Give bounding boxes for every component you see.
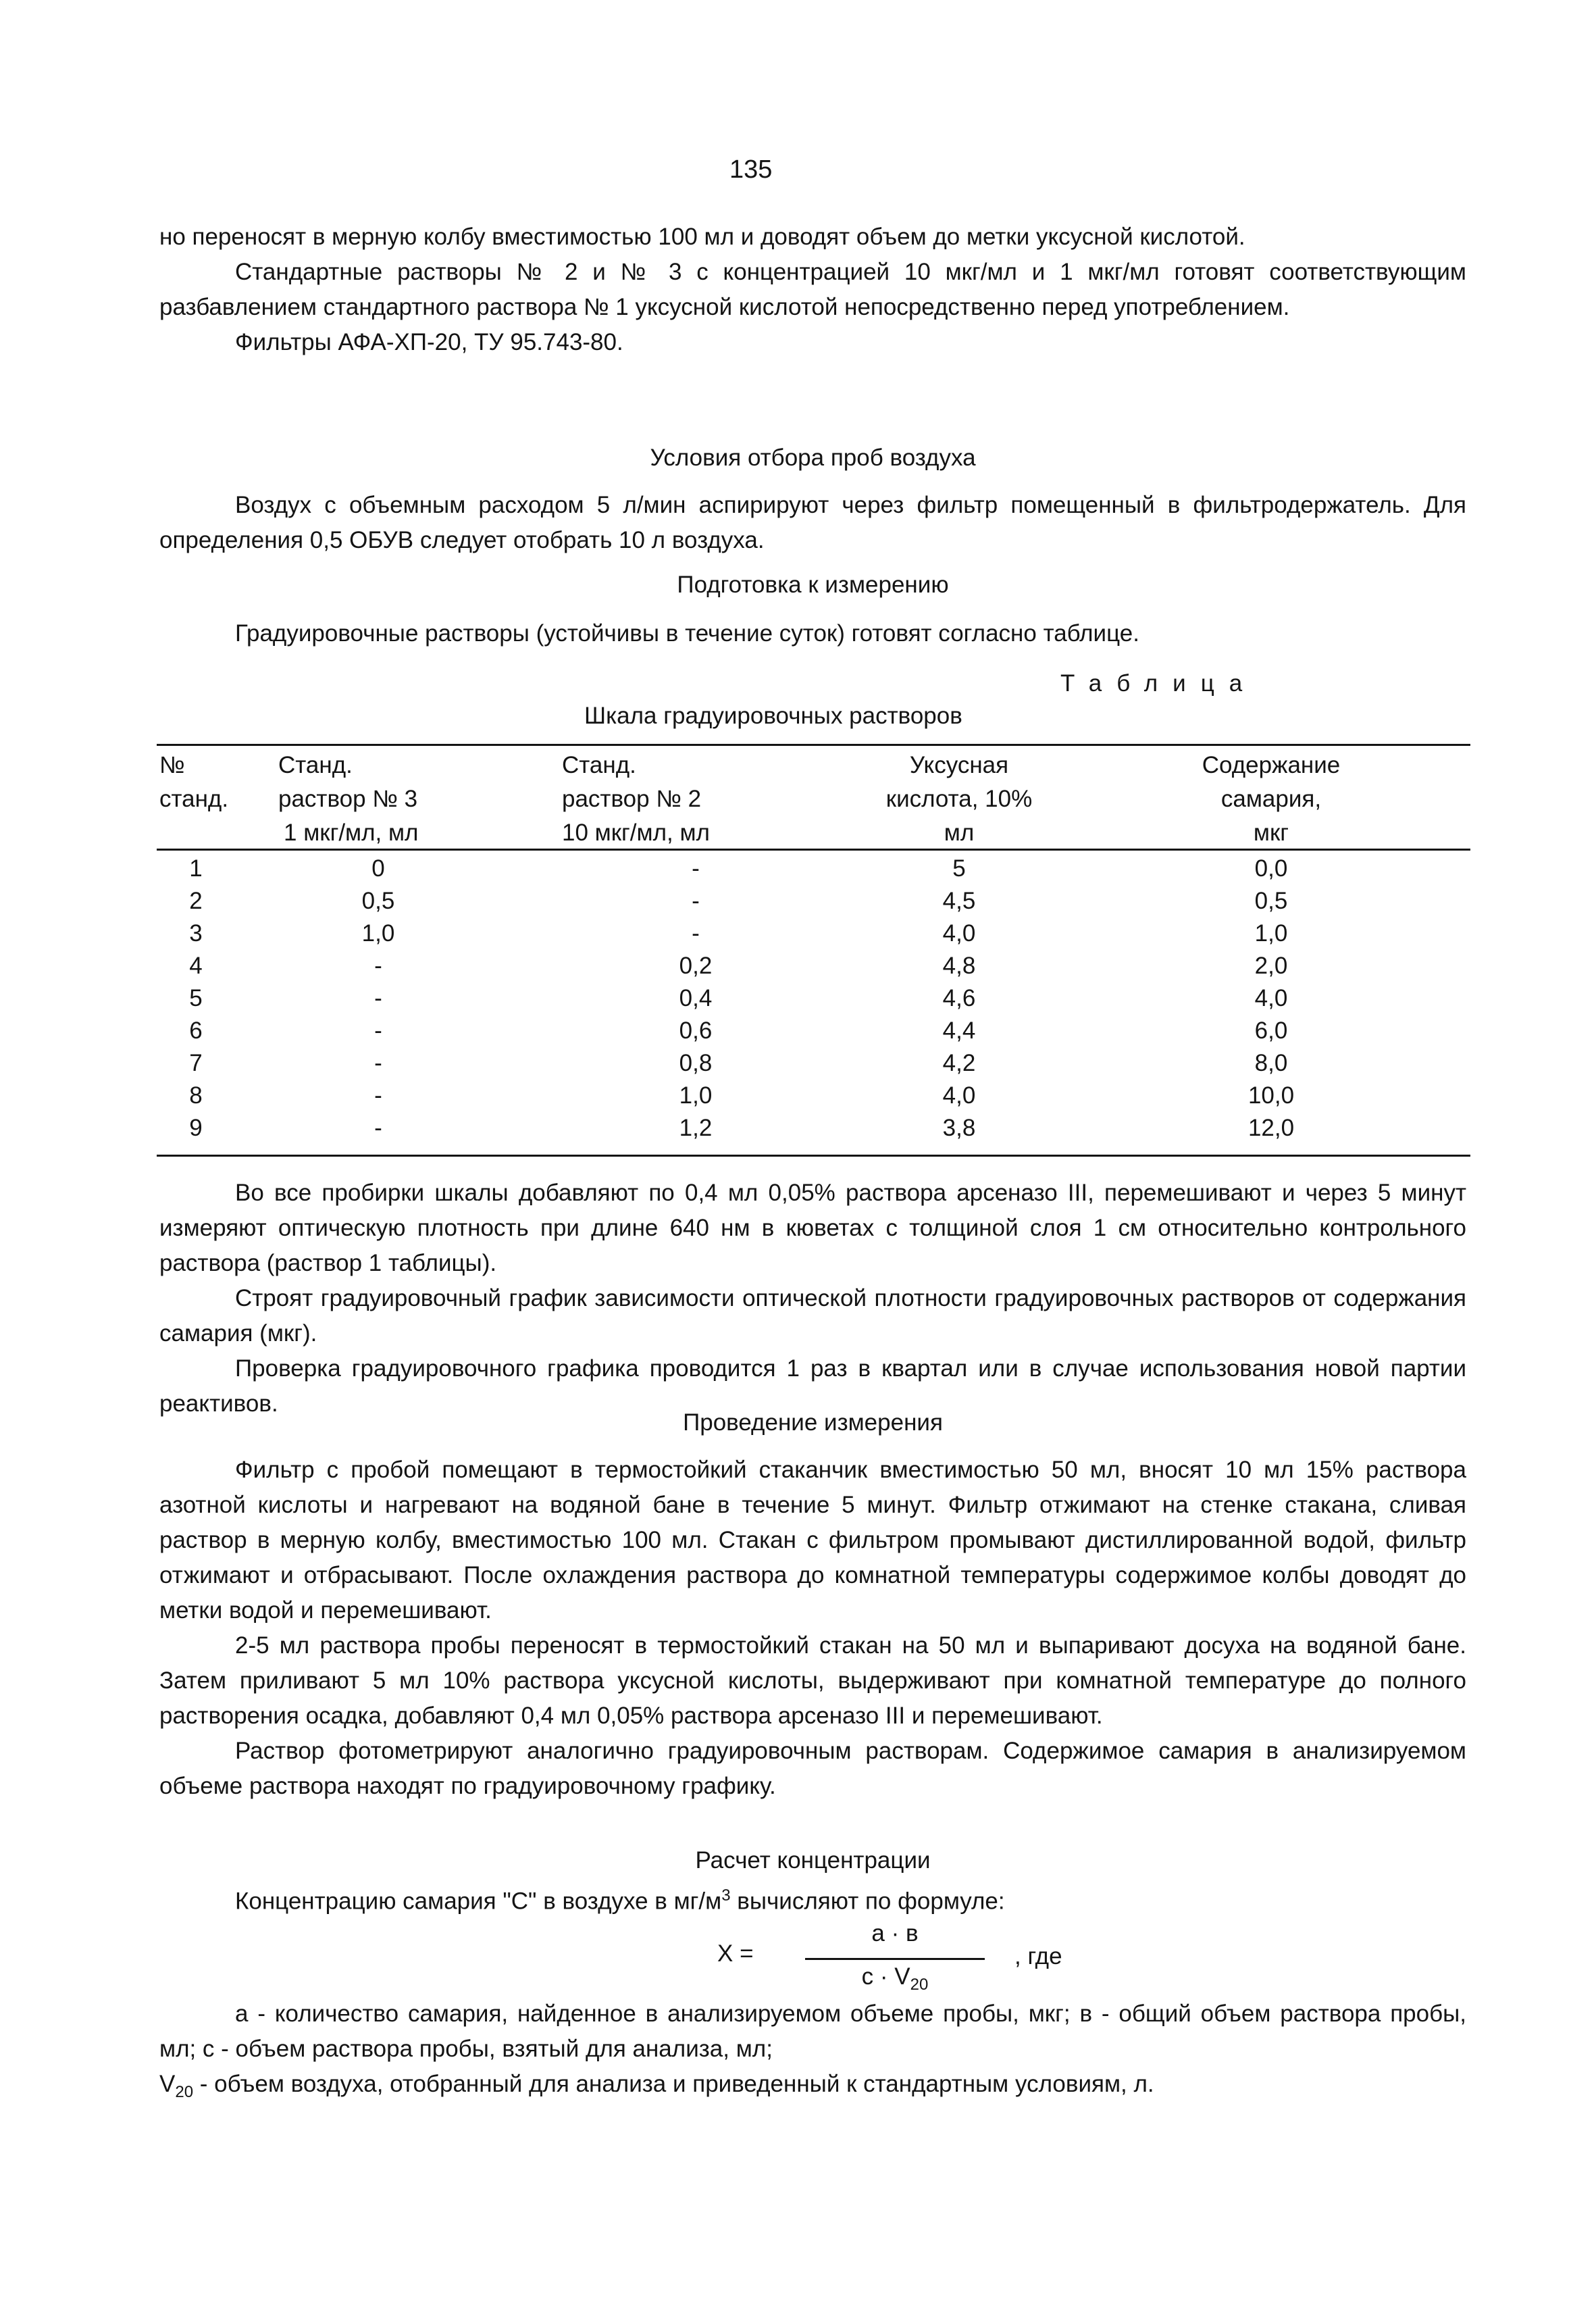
table-cell: 6,0 xyxy=(1254,1017,1288,1044)
header-line: кислота, 10% xyxy=(885,786,1033,812)
table-cell: - xyxy=(374,1082,382,1109)
table-cell: 0,5 xyxy=(361,888,395,914)
prep-block xyxy=(159,616,1466,651)
formula-numerator: а · в xyxy=(871,1920,919,1946)
intro-paragraph: но переносят в мерную колбу вместимостью 100 мл и доводят объем до метки уксусной кислотой. xyxy=(159,224,1245,250)
prep-paragraph: Градуировочные растворы (устойчивы в течение суток) готовят согласно таблице. xyxy=(235,620,1139,647)
column-header-std2 xyxy=(562,749,710,850)
table-cell: 4,8 xyxy=(942,953,976,979)
legend-v-text: - объем воздуха, отобранный для анализа и приведенный к стандартным условиям, л. xyxy=(193,2071,1154,2097)
table-cell: 12,0 xyxy=(1247,1115,1295,1141)
after-table-paragraph: Строят градуировочный график зависимости оптической плотности градуировочных растворов от содержания самария (мкг). xyxy=(159,1285,1466,1347)
table-cell: 3 xyxy=(189,920,203,947)
table-caption: Шкала градуировочных растворов xyxy=(584,703,962,729)
section-heading-measure: Проведение измерения xyxy=(683,1409,943,1436)
intro-block xyxy=(159,220,1466,360)
table-cell: 1 xyxy=(189,855,203,882)
table-cell: 9 xyxy=(189,1115,203,1141)
measure-paragraph: Раствор фотометрируют аналогично градуировочным растворам. Содержимое самария в анализируемом объеме раствора находят по градуировочному графику. xyxy=(159,1738,1466,1799)
header-line: станд. xyxy=(159,786,229,812)
header-line: Станд. xyxy=(562,752,636,778)
table-cell: 4 xyxy=(189,953,203,979)
table-cell: 3,8 xyxy=(942,1115,976,1141)
formula-fraction-line xyxy=(805,1958,985,1960)
table-cell: - xyxy=(374,985,382,1011)
header-line: раствор № 3 xyxy=(278,786,418,812)
intro-paragraph: Фильтры АФА-ХП-20, ТУ 95.743-80. xyxy=(235,329,623,355)
table-cell: 0,8 xyxy=(679,1050,713,1076)
measure-paragraph: 2-5 мл раствора пробы переносят в термостойкий стакан на 50 мл и выпаривают досуха на водяной бане. Затем приливают 5 мл 10% раствора уксусной кислоты, выдерживают при комнатной температуре до полного растворения осадка, добавляют 0,4 мл 0,05% раствора арсеназо III и перемешивают. xyxy=(159,1632,1466,1729)
table-cell: 4,6 xyxy=(942,985,976,1011)
after-table-block xyxy=(159,1176,1466,1422)
table-cell: 6 xyxy=(189,1017,203,1044)
formula-denominator xyxy=(805,1963,985,1994)
header-line: раствор № 2 xyxy=(562,786,702,812)
table-cell: 0,2 xyxy=(679,953,713,979)
table-cell: 8,0 xyxy=(1254,1050,1288,1076)
table-cell: 5 xyxy=(952,855,966,882)
table-cell: 4,5 xyxy=(942,888,976,914)
calc-intro xyxy=(159,1878,1466,1919)
table-bottom-rule xyxy=(157,1155,1470,1157)
formula-tail: , где xyxy=(1014,1943,1062,1969)
legend-paragraph-v20 xyxy=(159,2067,1466,2110)
table-cell: - xyxy=(374,1017,382,1044)
section-heading-calc: Расчет концентрации xyxy=(695,1847,931,1873)
calc-intro-sup: 3 xyxy=(721,1886,731,1905)
after-table-paragraph: Проверка градуировочного графика проводится 1 раз в квартал или в случае использования новой партии реактивов. xyxy=(159,1355,1466,1417)
table-cell: 4,0 xyxy=(942,1082,976,1109)
table-cell: 4,0 xyxy=(1254,985,1288,1011)
table-cell: 2 xyxy=(189,888,203,914)
legend-v-sub: 20 xyxy=(175,2083,194,2101)
section-heading-sampling: Условия отбора проб воздуха xyxy=(650,445,976,471)
legend-block xyxy=(159,1996,1466,2110)
header-line: № xyxy=(159,752,185,778)
table-cell: 0,6 xyxy=(679,1017,713,1044)
table-cell: - xyxy=(374,1115,382,1141)
table-cell: 1,0 xyxy=(679,1082,713,1109)
column-header-no xyxy=(159,749,228,816)
column-header-std3 xyxy=(278,749,418,850)
table-cell: 1,0 xyxy=(1254,920,1288,947)
table-cell: 0,5 xyxy=(1254,888,1288,914)
table-label: Таблица xyxy=(1060,670,1258,697)
table-cell: 5 xyxy=(189,985,203,1011)
calc-intro-text-after: вычисляют по формуле: xyxy=(730,1888,1005,1915)
table-cell: 4,4 xyxy=(942,1017,976,1044)
table-cell: 1,0 xyxy=(361,920,395,947)
calc-intro-line xyxy=(159,1878,1466,1919)
table-cell: - xyxy=(692,855,700,882)
table-cell: 0,4 xyxy=(679,985,713,1011)
table-cell: 4,2 xyxy=(942,1050,976,1076)
table-cell: 0,0 xyxy=(1254,855,1288,882)
header-line: мкг xyxy=(1253,820,1289,846)
table-cell: 7 xyxy=(189,1050,203,1076)
table-cell: 1,2 xyxy=(679,1115,713,1141)
header-line: мл xyxy=(944,820,975,846)
table-cell: - xyxy=(692,920,700,947)
table-cell: 4,0 xyxy=(942,920,976,947)
column-header-samarium xyxy=(1163,749,1379,850)
header-line: Станд. xyxy=(278,752,353,778)
table-cell: 8 xyxy=(189,1082,203,1109)
legend-v-symbol: V xyxy=(159,2071,176,2097)
table-cell: - xyxy=(374,1050,382,1076)
measure-paragraph: Фильтр с пробой помещают в термостойкий стаканчик вместимостью 50 мл, вносят 10 мл 15% раствора азотной кислоты и нагревают на водяной бане в течение 5 минут. Фильтр отжимают на стенке стакана, сливая раствор в мерную колбу, вместимостью 100 мл. Стакан с фильтром промывают дистиллированной водой, фильтр отжимают и отбрасывают. После охлаждения раствора до комнатной температуры содержимое колбы доводят до метки водой и перемешивают. xyxy=(159,1457,1466,1624)
table-cell: 10,0 xyxy=(1247,1082,1295,1109)
table-top-rule xyxy=(157,744,1470,746)
formula-denominator-text: с · V xyxy=(861,1963,910,1990)
table-header-rule xyxy=(157,849,1470,851)
header-line: Уксусная xyxy=(909,752,1009,778)
after-table-paragraph: Во все пробирки шкалы добавляют по 0,4 мл 0,05% раствора арсеназо III, перемешивают и через 5 минут измеряют оптическую плотность при длине 640 нм в кюветах с толщиной слоя 1 см относительно контрольного раствора (раствор 1 таблицы). xyxy=(159,1180,1466,1276)
sampling-paragraph: Воздух с объемным расходом 5 л/мин аспирируют через фильтр помещенный в фильтродержатель. Для определения 0,5 ОБУВ следует отобрать 10 л воздуха. xyxy=(159,492,1466,553)
header-line: 1 мкг/мл, мл xyxy=(284,820,419,846)
table-cell: 0 xyxy=(371,855,385,882)
page-number: 135 xyxy=(729,155,773,184)
table-cell: - xyxy=(374,953,382,979)
table-cell: 2,0 xyxy=(1254,953,1288,979)
formula-lhs: Х = xyxy=(717,1940,754,1967)
header-line: 10 мкг/мл, мл xyxy=(562,820,710,846)
sampling-block xyxy=(159,488,1466,558)
section-heading-prep: Подготовка к измерению xyxy=(677,572,949,598)
header-line: самария, xyxy=(1220,786,1322,812)
formula-denominator-sub: 20 xyxy=(910,1976,929,1994)
column-header-acid xyxy=(858,749,1060,850)
legend-paragraph: а - количество самария, найденное в анализируемом объеме пробы, мкг; в - общий объем раствора пробы, мл; с - объем раствора пробы, взятый для анализа, мл; xyxy=(159,2001,1466,2062)
calc-intro-text: Концентрацию самария "С" в воздухе в мг/м xyxy=(235,1888,722,1915)
table-cell: - xyxy=(692,888,700,914)
measure-block xyxy=(159,1453,1466,1804)
intro-paragraph: Стандартные растворы № 2 и № 3 с концентрацией 10 мкг/мл и 1 мкг/мл готовят соответствующим разбавлением стандартного раствора № 1 уксусной кислотой непосредственно перед употреблением. xyxy=(159,259,1466,320)
header-line: Содержание xyxy=(1202,752,1341,778)
